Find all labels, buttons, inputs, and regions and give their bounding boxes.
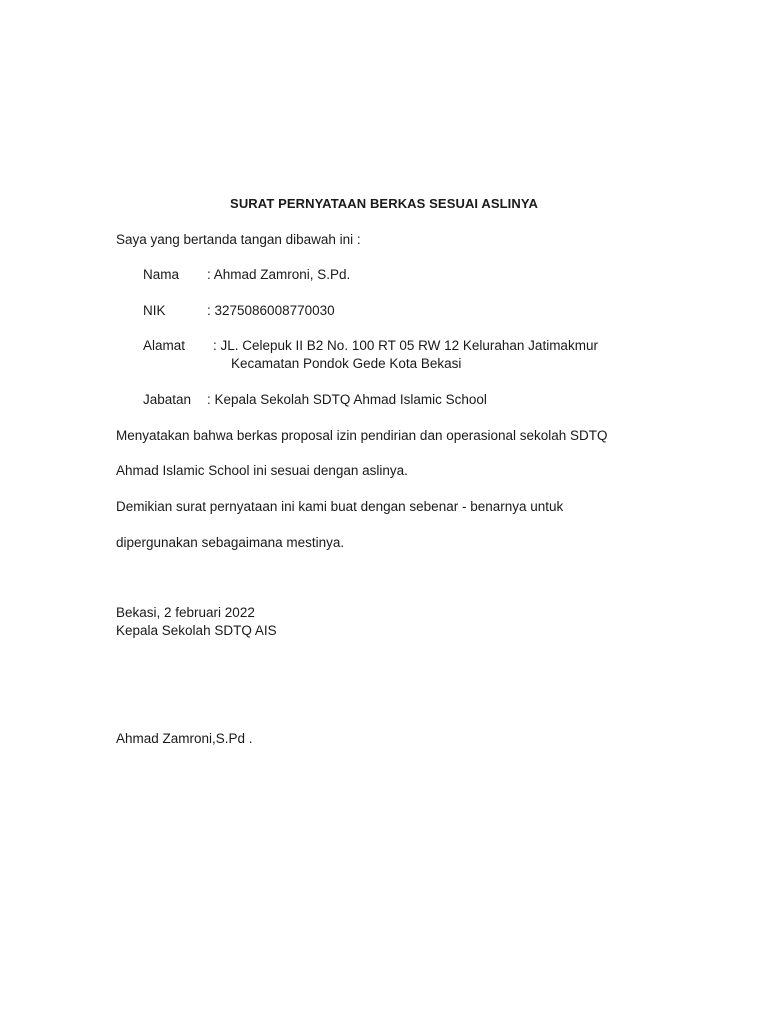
place-date: Bekasi, 2 februari 2022 (116, 605, 255, 620)
nik-value: : 3275086008770030 (207, 303, 335, 318)
jabatan-value: : Kepala Sekolah SDTQ Ahmad Islamic School (207, 392, 487, 407)
closing-line-2: dipergunakan sebagaimana mestinya. (116, 535, 345, 550)
jabatan-label: Jabatan (143, 392, 192, 407)
signatory-name: Ahmad Zamroni,S.Pd . (116, 731, 253, 746)
signatory-position: Kepala Sekolah SDTQ AIS (116, 623, 277, 638)
alamat-label: Alamat (143, 338, 186, 353)
statement-line-2: Ahmad Islamic School ini sesuai dengan aslinya. (116, 463, 408, 478)
alamat-value-line2: Kecamatan Pondok Gede Kota Bekasi (231, 356, 462, 371)
document-title: SURAT PERNYATAAN BERKAS SESUAI ASLINYA (230, 196, 538, 211)
nama-label: Nama (143, 267, 180, 282)
closing-line-1: Demikian surat pernyataan ini kami buat dengan sebenar - benarnya untuk (116, 499, 564, 514)
nik-label: NIK (143, 303, 166, 318)
nama-value: : Ahmad Zamroni, S.Pd. (207, 267, 351, 282)
statement-line-1: Menyatakan bahwa berkas proposal izin pendirian dan operasional sekolah SDTQ (116, 428, 608, 443)
alamat-value-line1: : JL. Celepuk II B2 No. 100 RT 05 RW 12 Kelurahan Jatimakmur (213, 338, 598, 353)
intro-text: Saya yang bertanda tangan dibawah ini : (116, 232, 361, 247)
